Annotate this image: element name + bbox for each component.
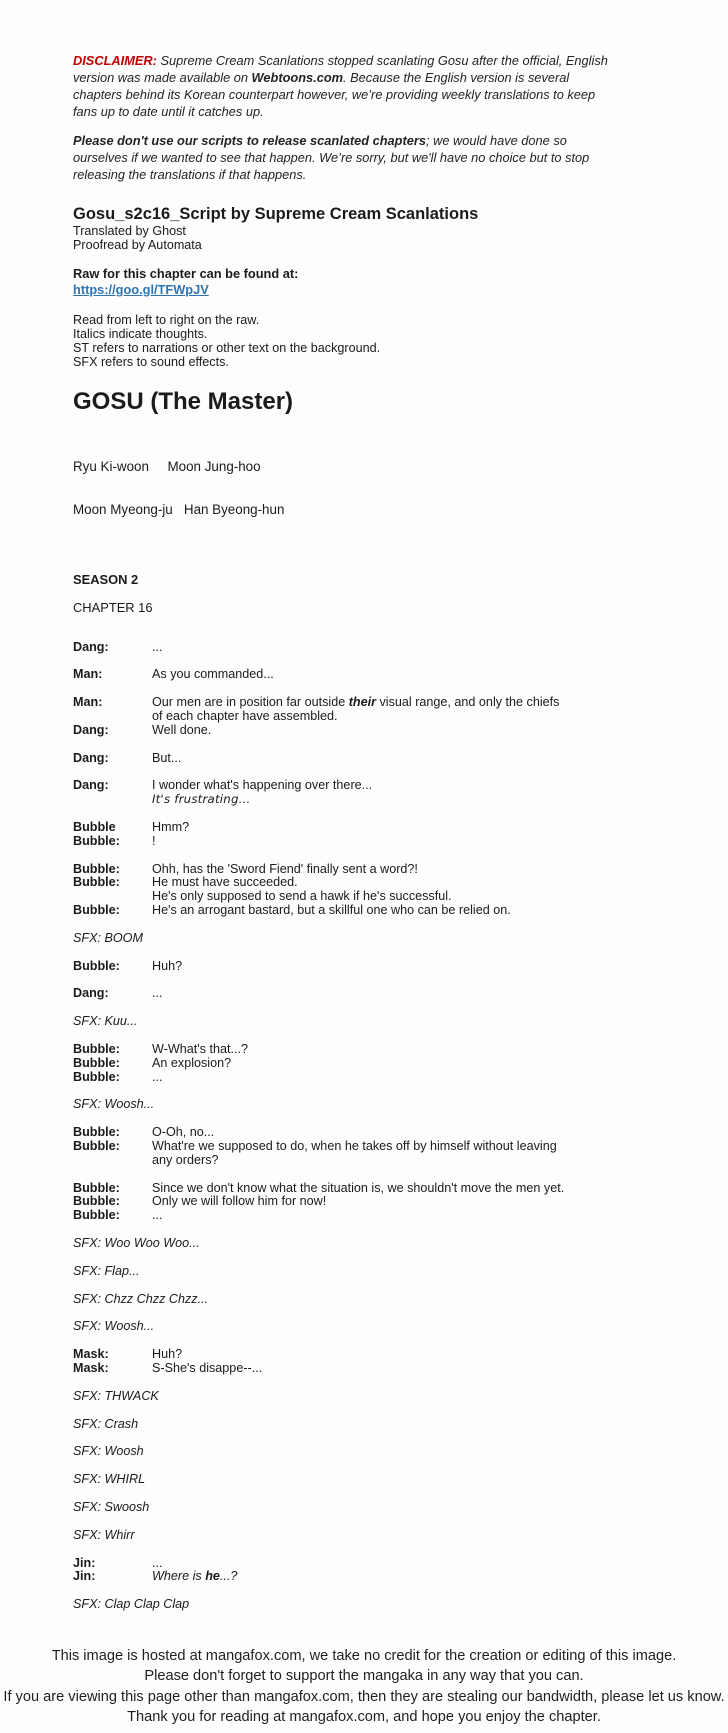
dialogue-row <box>73 821 621 835</box>
dialogue-row <box>73 863 621 877</box>
document-content <box>73 52 621 1612</box>
dialogue-text <box>152 779 621 793</box>
dialogue-text <box>152 1154 621 1168</box>
text-segment: Since we don't know what the situation is, we shouldn't move the men yet. <box>152 1180 565 1195</box>
text-segment: any orders? <box>152 1152 219 1167</box>
text-segment: Where is <box>152 1569 206 1584</box>
text-segment: Our men are in position far outside <box>152 695 349 710</box>
text-segment: What're we supposed to do, when he takes off by himself without leaving <box>152 1138 557 1153</box>
proofreader-credit: Proofread by Automata <box>73 238 202 252</box>
dialogue-text <box>152 1570 621 1584</box>
disclaimer-paragraph-1 <box>73 52 621 120</box>
sfx-text: SFX: Chzz Chzz Chzz... <box>73 1291 209 1306</box>
dialogue-text <box>152 1557 621 1571</box>
dialogue-row <box>73 1057 621 1071</box>
speaker-label: Bubble: <box>73 1208 120 1223</box>
sfx-line <box>73 1598 621 1612</box>
series-title: GOSU (The Master) <box>73 387 294 415</box>
dialogue-row <box>73 1071 621 1085</box>
dialogue-row <box>73 987 621 1001</box>
text-segment: He's only supposed to send a hawk if he's successful. <box>152 889 452 904</box>
sfx-line <box>73 1445 621 1459</box>
scripts-warning: Please don't use our scripts to release scanlated chapters <box>73 133 426 148</box>
sfx-text: SFX: Swoosh <box>73 1499 150 1514</box>
speaker-label <box>73 890 152 904</box>
text-segment: Huh? <box>152 1347 183 1362</box>
dialogue-text <box>152 904 621 918</box>
dialogue-text <box>152 1348 621 1362</box>
host-footer <box>0 1646 728 1728</box>
text-segment: It's frustrating... <box>152 792 251 807</box>
text-segment: ... <box>152 639 163 654</box>
dialogue-row <box>73 1126 621 1140</box>
speaker-label: Bubble: <box>73 1194 120 1209</box>
dialogue-row <box>73 779 621 793</box>
speaker-label: Dang: <box>73 639 109 654</box>
dialogue-row <box>73 1140 621 1154</box>
dialogue-row <box>73 1348 621 1362</box>
speaker-label: Bubble: <box>73 875 120 890</box>
sfx-text: SFX: Woosh... <box>73 1319 155 1334</box>
dialogue-text <box>152 1043 621 1057</box>
reading-note-line: ST refers to narrations or other text on the background. <box>73 340 381 355</box>
sfx-text: SFX: Flap... <box>73 1263 140 1278</box>
speaker-label: Bubble: <box>73 1069 120 1084</box>
speaker-label <box>73 1154 152 1168</box>
speaker-label: Bubble <box>73 820 116 834</box>
raw-chapter-link[interactable]: https://goo.gl/TFWpJV <box>73 282 209 297</box>
speaker-label: Bubble: <box>73 1041 120 1056</box>
dialogue-text <box>152 641 621 655</box>
text-segment: Hmm? <box>152 820 190 834</box>
dialogue-text <box>152 696 621 710</box>
sfx-line <box>73 1418 621 1432</box>
speaker-label: Bubble: <box>73 833 120 848</box>
dialogue-text <box>152 710 621 724</box>
footer-line: Thank you for reading at mangafox.com, and hope you enjoy the chapter. <box>127 1709 601 1726</box>
author-credits-line1: Ryu Ki-woon Moon Jung-hoo <box>73 458 261 474</box>
dialogue-row <box>73 668 621 682</box>
speaker-label: Dang: <box>73 778 109 793</box>
dialogue-text <box>152 1140 621 1154</box>
dialogue-text <box>152 863 621 877</box>
dialogue-text <box>152 1126 621 1140</box>
dialogue-row <box>73 1154 621 1168</box>
sfx-text: SFX: Kuu... <box>73 1014 138 1029</box>
text-segment: he <box>205 1569 220 1584</box>
text-segment: Well done. <box>152 722 212 737</box>
speaker-label <box>73 793 152 807</box>
sfx-text: SFX: Woosh... <box>73 1097 155 1112</box>
text-segment: ... <box>152 986 163 1001</box>
text-segment: O-Oh, no... <box>152 1125 215 1140</box>
speaker-label: Bubble: <box>73 1138 120 1153</box>
dialogue-row <box>73 1557 621 1571</box>
text-segment: He must have succeeded. <box>152 875 298 890</box>
text-segment: As you commanded... <box>152 667 274 682</box>
speaker-label: Mask: <box>73 1360 109 1375</box>
dialogue-text <box>152 960 621 974</box>
author-credits-line2: Moon Myeong-ju Han Byeong-hun <box>73 502 285 518</box>
sfx-line <box>73 1390 621 1404</box>
reading-note-line: Read from left to right on the raw. <box>73 313 260 327</box>
dialogue-row <box>73 1195 621 1209</box>
dialogue-text <box>152 890 621 904</box>
text-segment: ! <box>152 833 156 848</box>
speaker-label: Bubble: <box>73 958 120 973</box>
dialogue-row <box>73 710 621 724</box>
disclaimer-paragraph-2 <box>73 132 621 183</box>
text-segment: W-What's that...? <box>152 1041 248 1056</box>
text-segment: Ohh, has the 'Sword Fiend' finally sent a word?! <box>152 861 418 876</box>
dialogue-row <box>73 641 621 655</box>
sfx-text: SFX: Clap Clap Clap <box>73 1597 190 1612</box>
dialogue-row <box>73 793 621 807</box>
dialogue-row <box>73 876 621 890</box>
text-segment: of each chapter have assembled. <box>152 709 338 724</box>
sfx-text: SFX: WHIRL <box>73 1472 146 1487</box>
dialogue-text <box>152 668 621 682</box>
dialogue-row <box>73 696 621 710</box>
sfx-line <box>73 1015 621 1029</box>
dialogue-text <box>152 752 621 766</box>
speaker-label: Bubble: <box>73 1125 120 1140</box>
translator-credit: Translated by Ghost <box>73 224 186 238</box>
text-segment: visual range, and only the chiefs <box>376 695 560 710</box>
dialogue-text <box>152 1182 621 1196</box>
sfx-text: SFX: Woosh <box>73 1444 144 1459</box>
reading-note-line: SFX refers to sound effects. <box>73 354 229 369</box>
dialogue-row <box>73 1362 621 1376</box>
speaker-label: Dang: <box>73 986 109 1001</box>
document-title: Gosu_s2c16_Script by Supreme Cream Scanlations <box>73 205 479 223</box>
speaker-label: Bubble: <box>73 1180 120 1195</box>
sfx-text: SFX: Crash <box>73 1416 139 1431</box>
dialogue-row <box>73 1570 621 1584</box>
sfx-line <box>73 1265 621 1279</box>
dialogue-row <box>73 835 621 849</box>
season-heading: SEASON 2 <box>73 571 139 587</box>
scripts-warning-cont: ; we would have done so ourselves if we wanted to see that happen. We’re sorry, but we'll have no choice but to stop releasing the translations if that happens. <box>73 133 590 182</box>
dialogue-row <box>73 904 621 918</box>
sfx-line <box>73 1529 621 1543</box>
sfx-line <box>73 1501 621 1515</box>
dialogue-row <box>73 724 621 738</box>
speaker-label: Dang: <box>73 750 109 765</box>
speaker-label <box>73 710 152 724</box>
reading-note-line: Italics indicate thoughts. <box>73 326 208 341</box>
sfx-line <box>73 1098 621 1112</box>
sfx-text: SFX: Woo Woo Woo... <box>73 1235 200 1250</box>
text-segment: S-She's disappe--... <box>152 1360 263 1375</box>
dialogue-text <box>152 1362 621 1376</box>
chapter-heading: CHAPTER 16 <box>73 599 153 615</box>
disclaimer-text: Supreme Cream Scanlations stopped scanlating Gosu after the official, English version was made available on <box>73 53 608 85</box>
sfx-text: SFX: BOOM <box>73 930 143 945</box>
speaker-label: Bubble: <box>73 861 120 876</box>
dialogue-row <box>73 1182 621 1196</box>
sfx-line <box>73 932 621 946</box>
dialogue-text <box>152 1209 621 1223</box>
text-segment: ...? <box>219 1569 238 1584</box>
speaker-label: Mask: <box>73 1347 109 1362</box>
reading-notes <box>73 314 621 370</box>
text-segment: their <box>348 695 377 710</box>
text-segment: ... <box>152 1555 163 1570</box>
text-segment: I wonder what's happening over there... <box>152 778 373 793</box>
dialogue-text <box>152 835 621 849</box>
speaker-label: Dang: <box>73 722 109 737</box>
sfx-text: SFX: Whirr <box>73 1527 135 1542</box>
dialogue-row <box>73 752 621 766</box>
disclaimer-block <box>73 52 621 183</box>
text-segment: He's an arrogant bastard, but a skillful one who can be relied on. <box>152 902 511 917</box>
dialogue-text <box>152 793 621 807</box>
dialogue-text <box>152 821 621 835</box>
dialogue-row <box>73 960 621 974</box>
dialogue-text <box>152 1071 621 1085</box>
footer-line: If you are viewing this page other than mangafox.com, then they are stealing our bandwidth, please let us know. <box>3 1688 725 1705</box>
text-segment: Only we will follow him for now! <box>152 1194 327 1209</box>
text-segment: ... <box>152 1069 163 1084</box>
dialogue-row <box>73 1043 621 1057</box>
speaker-label: Bubble: <box>73 902 120 917</box>
dialogue-text <box>152 876 621 890</box>
sfx-text: SFX: THWACK <box>73 1388 159 1403</box>
dialogue-row <box>73 890 621 904</box>
dialogue-text <box>152 724 621 738</box>
speaker-label: Bubble: <box>73 1055 120 1070</box>
speaker-label: Man: <box>73 667 103 682</box>
speaker-label: Jin: <box>73 1569 96 1584</box>
sfx-line <box>73 1320 621 1334</box>
author-credits <box>73 431 621 547</box>
disclaimer-text-cont: . Because the English version is several chapters behind its Korean counterpart however, we’re providing weekly translations to keep fans up to date until it catches up. <box>73 70 596 119</box>
dialogue-row <box>73 1209 621 1223</box>
dialogue-text <box>152 1195 621 1209</box>
sfx-line <box>73 1237 621 1251</box>
raw-chapter-label: Raw for this chapter can be found at: <box>73 266 299 281</box>
script-body <box>73 641 621 1612</box>
text-segment: ... <box>152 1208 163 1223</box>
text-segment: Huh? <box>152 958 183 973</box>
webtoons-mention: Webtoons.com <box>251 70 344 85</box>
speaker-label: Jin: <box>73 1555 96 1570</box>
sfx-line <box>73 1293 621 1307</box>
disclaimer-label: DISCLAIMER: <box>73 53 157 68</box>
footer-line: Please don't forget to support the mangaka in any way that you can. <box>144 1668 584 1685</box>
sfx-line <box>73 1473 621 1487</box>
speaker-label: Man: <box>73 695 103 710</box>
text-segment: An explosion? <box>152 1055 232 1070</box>
dialogue-text <box>152 987 621 1001</box>
dialogue-text <box>152 1057 621 1071</box>
text-segment: But... <box>152 750 182 765</box>
footer-line: This image is hosted at mangafox.com, we take no credit for the creation or editing of this image. <box>51 1647 677 1664</box>
